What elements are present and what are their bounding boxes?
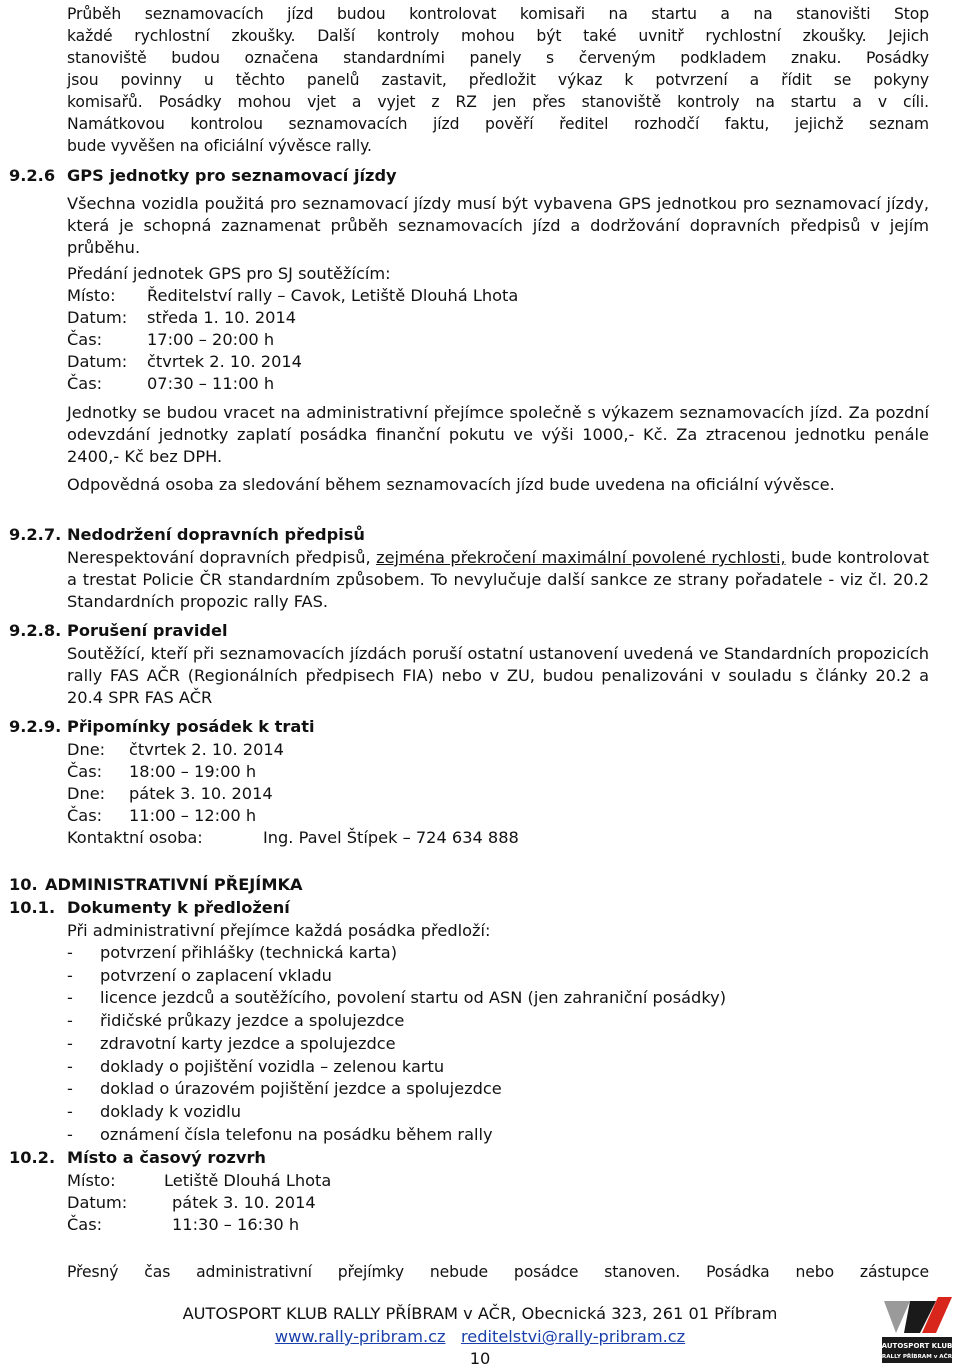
field-label: Čas: (67, 762, 103, 781)
gps-responsible-paragraph: Odpovědná osoba za sledování během seznamovacích jízd bude uvedena na oficiální vývěsce. (67, 475, 835, 494)
comments-day-row (67, 739, 929, 761)
list-item (67, 1078, 929, 1101)
chapter-number: 10. (9, 875, 38, 894)
gps-handover-block (67, 263, 929, 395)
field-label: Datum: (67, 1193, 128, 1212)
website-link[interactable]: www.rally-pribram.cz (274, 1327, 446, 1346)
logo-text-line2: RALLY PŘÍBRAM v AČR (881, 1354, 953, 1360)
field-value: pátek 3. 10. 2014 (172, 1193, 316, 1212)
gps-return-paragraph: Jednotky se budou vracet na administrativní přejímce společně s výkazem seznamovacích jízd. Za pozdní odevzdání jednotky zaplatí posádka finanční pokutu ve výši 1000,- Kč. Za ztracenou jednotku penále 2400,- Kč bez DPH. (67, 403, 929, 466)
section-number: 10.1. (9, 898, 56, 917)
list-item-text: doklady o pojištění vozidla – zelenou kartu (100, 1056, 445, 1076)
field-label: Dne: (67, 740, 106, 759)
field-label: Místo: (67, 1171, 116, 1190)
list-item-text: licence jezdců a soutěžícího, povolení startu od ASN (jen zahraniční posádky) (100, 988, 727, 1008)
section-number: 9.2.6 (9, 166, 56, 185)
list-item (67, 1033, 929, 1056)
intro-paragraph (67, 3, 929, 157)
page-number: 10 (469, 1349, 491, 1368)
section-title: Porušení pravidel (67, 621, 228, 640)
list-item (67, 1056, 929, 1079)
field-value: čtvrtek 2. 10. 2014 (147, 352, 302, 371)
list-dash: - (67, 1033, 73, 1053)
email-link[interactable]: reditelstvi@rally-pribram.cz (460, 1327, 686, 1346)
field-label: Čas: (67, 374, 103, 393)
intro-line: každé rychlostní zkoušky. Další kontroly mohou být také uvnitř rychlostní zkoušky. Jejich (67, 27, 929, 45)
traffic-rules-underlined: zejména překročení maximální povolené rychlosti, (376, 548, 786, 567)
list-dash: - (67, 1056, 73, 1076)
handover-time-row (67, 373, 929, 395)
field-value: 17:00 – 20:00 h (147, 330, 275, 349)
intro-line: stanoviště budou označena standardními panely s červeným podkladem znaku. Posádky (67, 49, 929, 67)
list-item (67, 1010, 929, 1033)
documents-intro: Při administrativní přejímce každá posádka předloží: (67, 921, 491, 940)
club-logo-icon (880, 1293, 954, 1365)
traffic-rules-text: bude kontrolovat a trestat Policie ČR standardním způsobem. To nevylučuje další sankce ze strany pořadatele - viz čl. 20.2 Standardních propozic rally FAS. (67, 548, 929, 611)
list-dash: - (67, 943, 73, 962)
contact-person-row (67, 827, 929, 849)
field-value: 11:00 – 12:00 h (129, 806, 257, 825)
list-item (67, 1101, 929, 1124)
handover-title: Předání jednotek GPS pro SJ soutěžícím: (67, 264, 391, 283)
schedule-note: Přesný čas administrativní přejímky nebude posádce stanoven. Posádka nebo zástupce (67, 1263, 929, 1281)
section-number: 9.2.8. (9, 621, 62, 640)
traffic-rules-text: Nerespektování dopravních předpisů, (67, 548, 377, 567)
list-item (67, 1124, 929, 1147)
field-value: 11:30 – 16:30 h (172, 1215, 300, 1234)
schedule-place-row (67, 1170, 929, 1192)
track-comments-block (67, 739, 929, 849)
list-dash: - (67, 1011, 73, 1031)
list-item (67, 942, 929, 965)
intro-line: komisařů. Posádky mohou vjet a vyjet z RZ jen přes stanoviště kontroly na startu a v cíli. (67, 93, 929, 111)
documents-list (67, 942, 929, 1146)
handover-date-row (67, 307, 929, 329)
chapter-title: ADMINISTRATIVNÍ PŘEJÍMKA (45, 875, 303, 894)
section-title: Místo a časový rozvrh (67, 1148, 266, 1167)
field-label: Dne: (67, 784, 106, 803)
comments-time-row (67, 805, 929, 827)
footer-links (0, 1326, 960, 1348)
field-label: Datum: (67, 352, 128, 371)
intro-line: bude vyvěšen na oficiální vývěsce rally. (67, 137, 372, 155)
list-item-text: potvrzení přihlášky (technická karta) (100, 943, 398, 962)
comments-time-row (67, 761, 929, 783)
section-title: GPS jednotky pro seznamovací jízdy (67, 166, 397, 185)
field-value: Ing. Pavel Štípek – 724 634 888 (263, 828, 519, 847)
section-title: Připomínky posádek k trati (67, 717, 315, 736)
list-item-text: řidičské průkazy jezdce a spolujezdce (100, 1011, 405, 1031)
handover-time-row (67, 329, 929, 351)
logo-text-line1: AUTOSPORT KLUB (881, 1342, 953, 1350)
section-title: Nedodržení dopravních předpisů (67, 525, 365, 544)
handover-place-row (67, 285, 929, 307)
schedule-date-row (67, 1192, 929, 1214)
rules-violation-paragraph: Soutěžící, kteří při seznamovacích jízdách poruší ostatní ustanovení uvedená ve Standardních propozicích rally FAS AČR (Regionálních předpisech FIA) nebo v ZU, budou penalizováni v souladu s články 20.2 a 20.4 SPR FAS AČR (67, 644, 929, 707)
list-item-text: oznámení čísla telefonu na posádku během rally (100, 1124, 493, 1144)
field-value: Letiště Dlouhá Lhota (164, 1171, 332, 1190)
field-value: čtvrtek 2. 10. 2014 (129, 740, 284, 759)
section-number: 9.2.7. (9, 525, 62, 544)
list-dash: - (67, 1124, 73, 1144)
field-value: 18:00 – 19:00 h (129, 762, 257, 781)
section-title: Dokumenty k předložení (67, 898, 290, 917)
list-item-text: doklad o úrazovém pojištění jezdce a spolujezdce (100, 1079, 502, 1099)
list-item (67, 987, 929, 1010)
field-label: Místo: (67, 286, 116, 305)
list-item (67, 965, 929, 988)
footer-org-line: AUTOSPORT KLUB RALLY PŘÍBRAM v AČR, Obecnická 323, 261 01 Příbram (182, 1304, 778, 1323)
section-number: 9.2.9. (9, 717, 62, 736)
field-value: 07:30 – 11:00 h (147, 374, 275, 393)
field-label: Kontaktní osoba: (67, 828, 203, 847)
list-dash: - (67, 988, 73, 1008)
gps-paragraph: Všechna vozidla použitá pro seznamovací jízdy musí být vybavena GPS jednotkou pro seznamovací jízdy, která je schopná zaznamenat průběh seznamovacích jízd a dodržování dopravních předpisů v jejím průběhu. (67, 194, 929, 257)
schedule-time-row (67, 1214, 929, 1236)
section-number: 10.2. (9, 1148, 56, 1167)
field-label: Čas: (67, 330, 103, 349)
list-item-text: doklady k vozidlu (100, 1101, 242, 1121)
field-label: Datum: (67, 308, 128, 327)
intro-line: Průběh seznamovacích jízd budou kontrolovat komisaři na startu a na stanovišti Stop (67, 5, 929, 23)
list-item-text: potvrzení o zaplacení vkladu (100, 965, 332, 985)
list-item-text: zdravotní karty jezdce a spolujezdce (100, 1033, 396, 1053)
intro-line: jsou povinny u těchto panelů zastavit, předložit výkaz k potvrzení a řídit se pokyny (67, 71, 929, 89)
list-dash: - (67, 1079, 73, 1099)
comments-day-row (67, 783, 929, 805)
list-dash: - (67, 1101, 73, 1121)
handover-date-row (67, 351, 929, 373)
list-dash: - (67, 965, 73, 985)
field-value: pátek 3. 10. 2014 (129, 784, 273, 803)
schedule-block (67, 1170, 929, 1236)
field-value: středa 1. 10. 2014 (147, 308, 297, 327)
field-label: Čas: (67, 806, 103, 825)
traffic-rules-paragraph (67, 547, 929, 613)
intro-line: Namátkovou kontrolou seznamovacích jízd pověří ředitel rozhodčí faktu, jejichž seznam (67, 115, 929, 133)
field-value: Ředitelství rally – Cavok, Letiště Dlouhá Lhota (147, 286, 519, 305)
field-label: Čas: (67, 1215, 103, 1234)
